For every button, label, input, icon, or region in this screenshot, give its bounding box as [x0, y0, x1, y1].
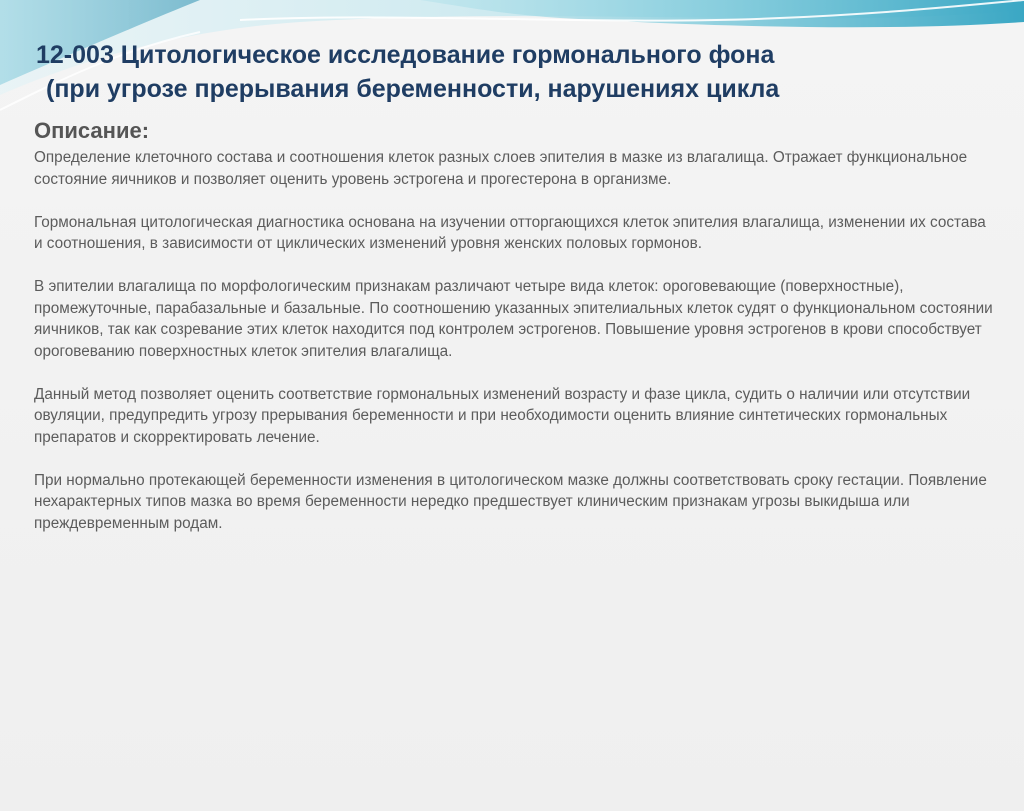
- description-paragraph-2: Гормональная цитологическая диагностика основана на изучении отторгающихся клеток эпителия влагалища, изменении их состава и соотношения, в зависимости от циклических изменений уровня женских половых гормонов.: [34, 213, 986, 252]
- description-paragraph-3: В эпителии влагалища по морфологическим признакам различают четыре вида клеток: ороговевающие (поверхностные), промежуточные, парабазальные и базальные. По соотношению указанных эпителиальных клеток судят о функциональном состоянии яичников, так как созревание этих клеток находится под контролем эстрогенов. Повышение уровня эстрогенов в крови способствует ороговеванию поверхностных клеток эпителия влагалища.: [34, 278, 993, 360]
- slide-title-line-1: 12-003 Цитологическое исследование гормонального фона: [36, 41, 775, 69]
- description-heading: Описание:: [34, 118, 150, 143]
- description-paragraph-4: Данный метод позволяет оценить соответствие гормональных изменений возрасту и фазе цикла, судить о наличии или отсутствии овуляции, предупредить угрозу прерывания беременности и при необходимости оценить влияние синтетических гормональных препаратов и скорректировать лечение.: [34, 385, 971, 446]
- description-body: [34, 147, 994, 556]
- slide-title-line-2: (при угрозе прерывания беременности, нарушениях цикла: [46, 75, 780, 103]
- description-paragraph-5: При нормально протекающей беременности изменения в цитологическом мазке должны соответствовать сроку гестации. Появление нехарактерных типов мазка во время беременности нередко предшествует клиническим признакам угрозы выкидыша или преждевременным родам.: [34, 471, 987, 532]
- description-paragraph-1: Определение клеточного состава и соотношения клеток разных слоев эпителия в мазке из влагалища. Отражает функциональное состояние яичников и позволяет оценить уровень эстрогена и прогестерона в организме.: [34, 149, 968, 188]
- slide-title: [36, 38, 996, 106]
